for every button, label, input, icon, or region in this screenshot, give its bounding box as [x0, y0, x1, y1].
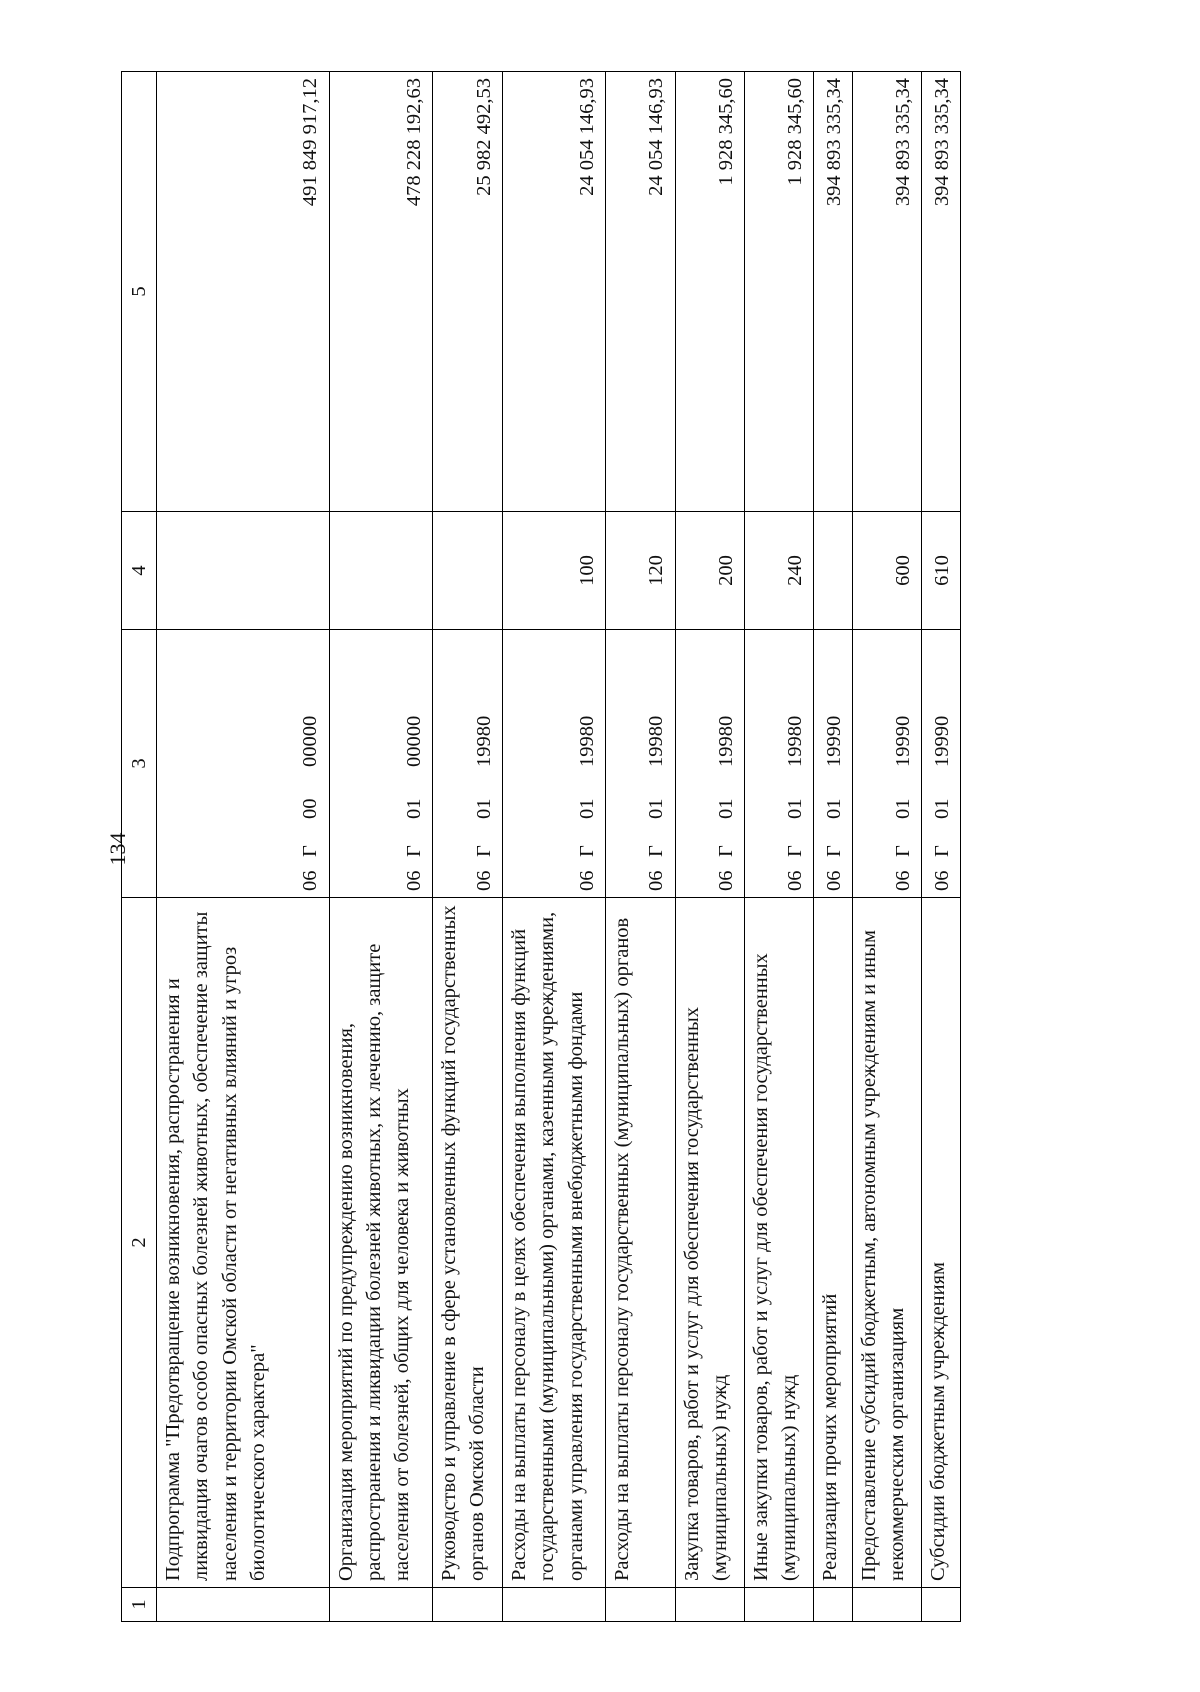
table-row — [744, 72, 813, 1622]
amount-cell: 394 893 335,34 — [814, 72, 853, 512]
code-cell — [922, 630, 961, 898]
code-part-2: Г — [645, 845, 668, 857]
code-part-3: 01 — [576, 798, 599, 819]
row-number-cell — [157, 1588, 330, 1622]
classification-code — [573, 636, 601, 891]
item-name-cell: Расходы на выплаты персоналу государственных (муниципальных) органов — [606, 898, 675, 1588]
table-row — [675, 72, 744, 1622]
code-part-4: 00000 — [402, 715, 425, 767]
code-cell — [606, 630, 675, 898]
header-col-1: 1 — [122, 1588, 157, 1622]
code-part-4: 19990 — [930, 715, 953, 767]
code-part-2: Г — [472, 845, 495, 857]
classification-code — [296, 636, 324, 891]
code-part-1: 06 — [930, 870, 953, 891]
code-cell — [157, 630, 330, 898]
classification-code — [712, 636, 740, 891]
code-part-4: 19980 — [714, 715, 737, 767]
expense-type-cell — [814, 512, 853, 630]
code-part-2: Г — [576, 845, 599, 857]
item-name-cell: Реализация прочих мероприятий — [814, 898, 853, 1588]
table-row — [157, 72, 330, 1622]
code-part-1: 06 — [402, 870, 425, 891]
code-part-1: 06 — [714, 870, 737, 891]
item-name-cell: Закупка товаров, работ и услуг для обеспечения государственных (муниципальных) нужд — [675, 898, 744, 1588]
header-row — [122, 72, 157, 1622]
expense-type-cell — [157, 512, 330, 630]
row-number-cell — [744, 1588, 813, 1622]
code-part-3: 01 — [645, 798, 668, 819]
table-row — [503, 72, 606, 1622]
item-name-cell: Организация мероприятий по предупреждению возникновения, распространения и ликвидации болезней животных, их лечению, защите населения от болезней, общих для человека и животных — [329, 898, 432, 1588]
row-number-cell — [432, 1588, 502, 1622]
amount-cell: 394 893 335,34 — [852, 72, 921, 512]
amount-cell: 1 928 345,60 — [675, 72, 744, 512]
rotated-table-container — [121, 72, 961, 1622]
item-name-cell: Предоставление субсидий бюджетным, автономным учреждениям и иным некоммерческим организациям — [852, 898, 921, 1588]
code-part-3: 00 — [299, 798, 322, 819]
code-part-4: 00000 — [299, 715, 322, 767]
classification-code — [889, 636, 917, 891]
expense-type-cell — [329, 512, 432, 630]
amount-cell: 491 849 917,12 — [157, 72, 330, 512]
classification-code — [928, 636, 956, 891]
expense-type-cell: 200 — [675, 512, 744, 630]
code-part-2: Г — [714, 845, 737, 857]
table-row — [852, 72, 921, 1622]
code-part-3: 01 — [783, 798, 806, 819]
code-part-2: Г — [891, 845, 914, 857]
amount-cell: 24 054 146,93 — [503, 72, 606, 512]
classification-code — [820, 636, 848, 891]
row-number-cell — [503, 1588, 606, 1622]
item-name-cell: Расходы на выплаты персоналу в целях обеспечения выполнения функций государственными (муниципальными) органами, казенными учреждениями, органами управления государственными внебюджетными фондами — [503, 898, 606, 1588]
code-part-3: 01 — [891, 798, 914, 819]
item-name-cell: Подпрограмма "Предотвращение возникновения, распространения и ликвидация очагов особо опасных болезней животных, обеспечение защиты населения и территории Омской области от негативных влияний и угроз биологического характера" — [157, 898, 330, 1588]
code-part-1: 06 — [576, 870, 599, 891]
code-part-4: 19980 — [576, 715, 599, 767]
table-row — [329, 72, 432, 1622]
expense-type-cell: 100 — [503, 512, 606, 630]
code-cell — [329, 630, 432, 898]
code-part-2: Г — [822, 845, 845, 857]
code-part-2: Г — [402, 845, 425, 857]
classification-code — [781, 636, 809, 891]
header-col-5: 5 — [122, 72, 157, 512]
code-cell — [852, 630, 921, 898]
row-number-cell — [852, 1588, 921, 1622]
table-row — [922, 72, 961, 1622]
code-part-4: 19980 — [645, 715, 668, 767]
code-part-3: 01 — [822, 798, 845, 819]
item-name-cell: Иные закупки товаров, работ и услуг для обеспечения государственных (муниципальных) нужд — [744, 898, 813, 1588]
code-part-3: 01 — [472, 798, 495, 819]
amount-cell: 394 893 335,34 — [922, 72, 961, 512]
code-cell — [675, 630, 744, 898]
header-col-3: 3 — [122, 630, 157, 898]
item-name-cell: Субсидии бюджетным учреждениям — [922, 898, 961, 1588]
code-cell — [744, 630, 813, 898]
code-part-3: 01 — [930, 798, 953, 819]
table-row — [432, 72, 502, 1622]
classification-code — [642, 636, 670, 891]
page-number: 134 — [105, 832, 130, 866]
row-number-cell — [329, 1588, 432, 1622]
budget-table — [121, 71, 961, 1622]
code-cell — [814, 630, 853, 898]
amount-cell: 24 054 146,93 — [606, 72, 675, 512]
amount-cell: 25 982 492,53 — [432, 72, 502, 512]
code-cell — [432, 630, 502, 898]
code-part-2: Г — [299, 845, 322, 857]
table-row — [606, 72, 675, 1622]
code-part-4: 19980 — [783, 715, 806, 767]
classification-code — [400, 636, 428, 891]
row-number-cell — [814, 1588, 853, 1622]
expense-type-cell — [432, 512, 502, 630]
code-part-1: 06 — [299, 870, 322, 891]
classification-code — [470, 636, 498, 891]
amount-cell: 478 228 192,63 — [329, 72, 432, 512]
code-part-3: 01 — [714, 798, 737, 819]
row-number-cell — [922, 1588, 961, 1622]
item-name-cell: Руководство и управление в сфере установленных функций государственных органов Омской области — [432, 898, 502, 1588]
code-cell — [503, 630, 606, 898]
code-part-4: 19980 — [472, 715, 495, 767]
code-part-1: 06 — [645, 870, 668, 891]
table-body — [157, 72, 961, 1622]
expense-type-cell: 120 — [606, 512, 675, 630]
code-part-1: 06 — [822, 870, 845, 891]
code-part-1: 06 — [783, 870, 806, 891]
code-part-2: Г — [783, 845, 806, 857]
expense-type-cell: 240 — [744, 512, 813, 630]
expense-type-cell: 600 — [852, 512, 921, 630]
row-number-cell — [675, 1588, 744, 1622]
amount-cell: 1 928 345,60 — [744, 72, 813, 512]
expense-type-cell: 610 — [922, 512, 961, 630]
code-part-1: 06 — [472, 870, 495, 891]
row-number-cell — [606, 1588, 675, 1622]
header-col-2: 2 — [122, 898, 157, 1588]
code-part-3: 01 — [402, 798, 425, 819]
table-row — [814, 72, 853, 1622]
code-part-4: 19990 — [891, 715, 914, 767]
code-part-4: 19990 — [822, 715, 845, 767]
header-col-4: 4 — [122, 512, 157, 630]
code-part-2: Г — [930, 845, 953, 857]
code-part-1: 06 — [891, 870, 914, 891]
